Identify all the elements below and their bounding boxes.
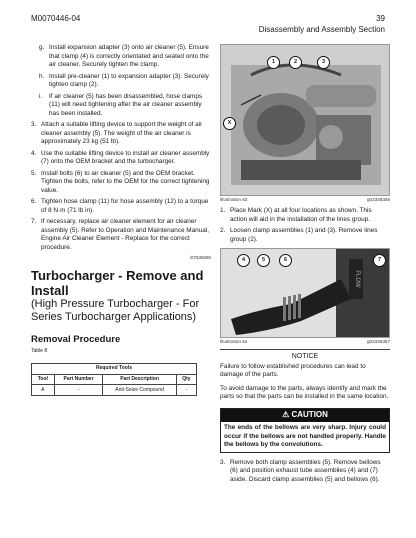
callout-x: X (223, 117, 236, 130)
col-header: Tool (32, 374, 55, 385)
step-text: Attach a suitable lifting device to support the weight of air cleaner assembly (5). The weight of the air cleaner is approximately 23 kg (51 lb). (41, 121, 203, 146)
step-number: 5. (31, 169, 37, 177)
flow-stamp: FLOW (354, 270, 360, 288)
page-subtitle: (High Pressure Turbocharger - For Series Turbocharger Applications) (31, 298, 200, 324)
caution-box (220, 408, 390, 453)
step-text: Loosen clamp assemblies (1) and (3). Remove lines group (2). (230, 227, 378, 243)
col-header: Qty (176, 374, 196, 385)
step-number: 2. (220, 227, 226, 235)
step-text: Install pre-cleaner (1) to expansion adapter (3). Securely tighten clamp (2). (49, 72, 209, 89)
step-item (220, 459, 390, 485)
step-list (220, 207, 390, 244)
page-header (259, 14, 385, 36)
caution-text: The ends of the bellows are very sharp. Injury could occur if the bellows are not handled properly. Handle the bellows by the convolutions. (224, 424, 386, 449)
illustration-label: Illustration 64 (220, 339, 248, 345)
step-number: g. (39, 44, 45, 51)
notice-text: To avoid damage to the parts, always identify and mark the parts so that the parts can be installed in the same location. (220, 384, 389, 401)
caution-header (221, 409, 389, 423)
step-item (39, 93, 211, 119)
step-item (220, 227, 390, 244)
procedure-title: Removal Procedure (31, 333, 121, 345)
page-title: Turbocharger - Remove and Install (31, 268, 204, 298)
step-number: 3. (220, 458, 226, 466)
step-item (31, 218, 211, 252)
table-label: Table 8 (31, 348, 48, 355)
warning-triangle-icon: ⚠ (282, 410, 290, 420)
table-cell: - (176, 385, 196, 396)
step-number: i. (39, 92, 43, 100)
illustration-label: Illustration 63 (220, 197, 248, 202)
step-item (220, 207, 390, 224)
step-item (31, 170, 211, 196)
step-text: If air cleaner (5) has been disassembled, hose clamps (11) will need tightening after the air cleaner assembly has been installed. (49, 92, 203, 117)
step-item (31, 198, 211, 215)
illustration-64-caption (220, 339, 390, 345)
illustration-63-caption (220, 197, 390, 203)
step-list (31, 44, 211, 252)
callout-2: 2 (289, 56, 302, 69)
notice-text: Failure to follow established procedures can lead to damage of the parts. (220, 362, 366, 379)
notice-title: NOTICE (220, 349, 390, 361)
caution-title: CAUTION (291, 410, 328, 420)
callout-4: 4 (237, 254, 250, 267)
illustration-64 (220, 248, 390, 338)
left-column (31, 44, 211, 396)
step-text: Use the suitable lifting device to install air cleaner assembly (7) onto the OEM bracket and the turbocharger. (41, 149, 210, 166)
col-header: Part Description (103, 374, 176, 385)
document-id: M0070446-04 (31, 14, 81, 23)
step-text: Remove both clamp assemblies (5). Remove bellows (6) and position exhaust tube assemblies (4) and (7) aside. Discard clamp assemblies (5) and bellows (6). (230, 458, 381, 483)
table-cell: Anti-Seize Compound (103, 385, 176, 396)
callout-3: 3 (317, 56, 330, 69)
step-number: 1. (220, 207, 226, 215)
topic-id: i07636685 (189, 255, 211, 261)
step-number: 3. (31, 121, 37, 129)
step-item (31, 121, 211, 147)
step-number: 6. (31, 198, 37, 206)
step-text: Install bolts (6) to air cleaner (5) and the OEM bracket. Tighten the bolts, refer to the OEM for the correct tightening value. (41, 169, 210, 194)
step-number: 4. (31, 149, 37, 157)
table-row (32, 385, 197, 396)
step-number: h. (39, 72, 45, 80)
step-item (39, 44, 211, 70)
callout-7: 7 (373, 254, 386, 267)
illustration-code: g02346356 (367, 197, 390, 202)
step-text: Install expansion adapter (3) onto air cleaner (5). Ensure that clamp (4) is correctly orientated and seated onto the air cleaner. Securely tighten the clamp. (49, 44, 209, 69)
step-list (220, 459, 390, 485)
illustration-code: g02346357 (367, 339, 390, 345)
callout-6: 6 (279, 254, 292, 267)
col-header: Part Number (54, 374, 103, 385)
callout-1: 1 (267, 56, 280, 69)
step-text: If necessary, replace air cleaner element for air cleaner assembly (5). Refer to Operation and Maintenance Manual, Engine Air Cleaner Element - Replace for the correct procedure. (41, 218, 210, 251)
callout-5: 5 (257, 254, 270, 267)
turbocharger-photo (221, 45, 389, 195)
step-item (39, 73, 211, 90)
right-column (220, 44, 390, 487)
step-text: Tighten hose clamp (11) for hose assembly (12) to a torque of 8 N·m (71 lb in). (41, 198, 209, 214)
step-text: Place Mark (X) at all four locations as shown. This action will aid in the installation of the lines group. (230, 207, 372, 223)
page-number: 39 (376, 14, 385, 23)
tools-table (31, 363, 197, 396)
table-cell: - (54, 385, 103, 396)
table-cell: A (32, 385, 55, 396)
section-name: Disassembly and Assembly Section (258, 24, 385, 34)
tools-table-caption: Required Tools (32, 363, 197, 374)
step-item (31, 150, 211, 167)
illustration-63 (220, 44, 390, 196)
step-number: 7. (31, 218, 37, 226)
